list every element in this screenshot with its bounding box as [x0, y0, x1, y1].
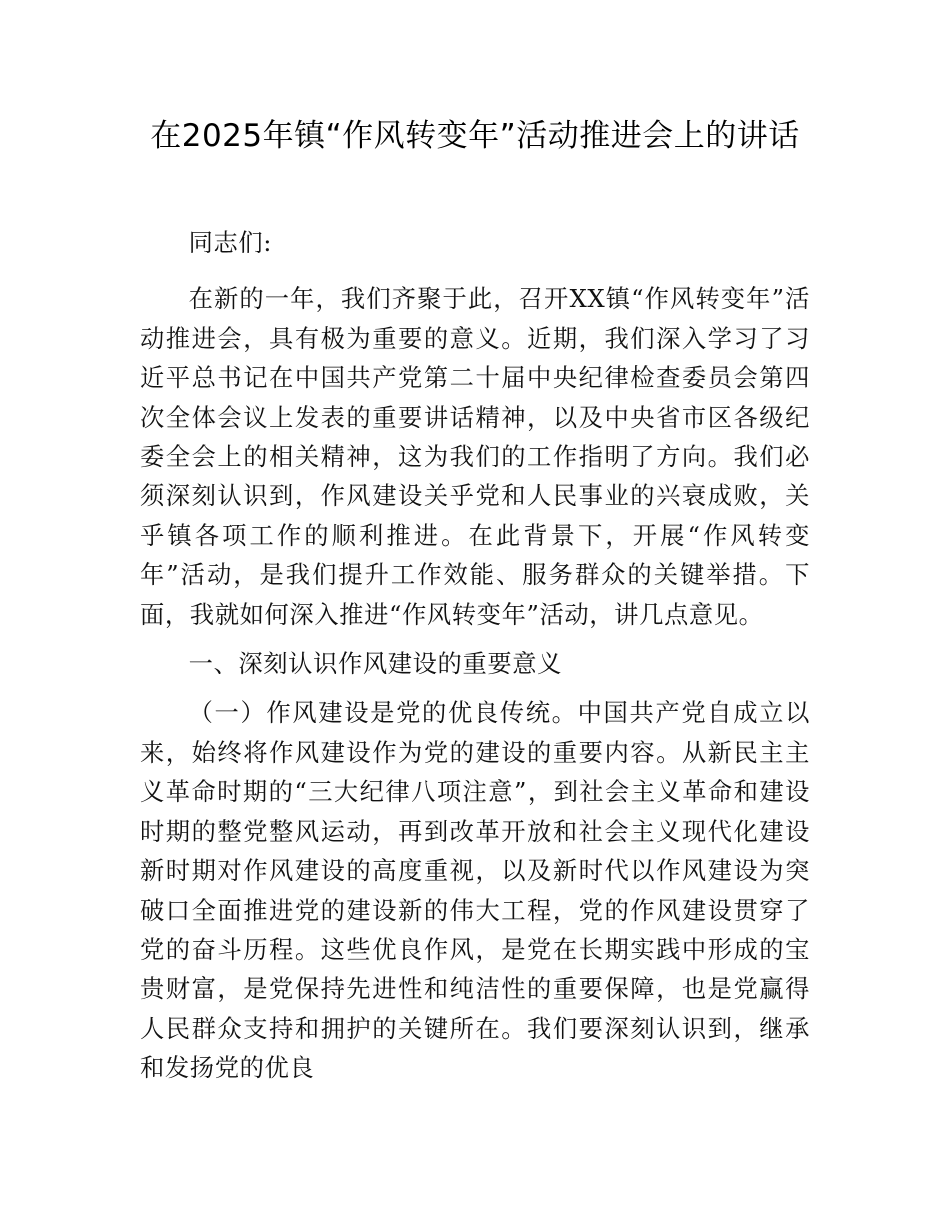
document-title: 在2025年镇“作风转变年”活动推进会上的讲话 [150, 118, 800, 154]
intro-paragraph: 在新的一年，我们齐聚于此，召开XX镇“作风转变年”活动推进会，具有极为重要的意义。近期，我们深入学习了习近平总书记在中国共产党第二十届中央纪律检查委员会第四次全体会议上发表的重要讲话精神，以及中央省市区各级纪委全会上的相关精神，这为我们的工作指明了方向。我们必须深刻认识到，作风建设关乎党和人民事业的兴衰成败，关乎镇各项工作的顺利推进。在此背景下，开展“作风转变年”活动，是我们提升工作效能、服务群众的关键举措。下面，我就如何深入推进“作风转变年”活动，讲几点意见。 [140, 284, 810, 629]
section-heading: 一、深刻认识作风建设的重要意义 [188, 649, 563, 679]
salutation: 同志们: [188, 228, 273, 257]
document-body [140, 223, 810, 1098]
subsection-paragraph: （一）作风建设是党的优良传统。中国共产党自成立以来，始终将作风建设作为党的建设的重要内容。从新民主主义革命时期的“三大纪律八项注意”，到社会主义革命和建设时期的整党整风运动，再到改革开放和社会主义现代化建设新时期对作风建设的高度重视，以及新时代以作风建设为突破口全面推进党的建设新的伟大工程，党的作风建设贯穿了党的奋斗历程。这些优良作风，是党在长期实践中形成的宝贵财富，是党保持先进性和纯洁性的重要保障，也是党赢得人民群众支持和拥护的关键所在。我们要深刻认识到，继承和发扬党的优良 [140, 698, 810, 1083]
